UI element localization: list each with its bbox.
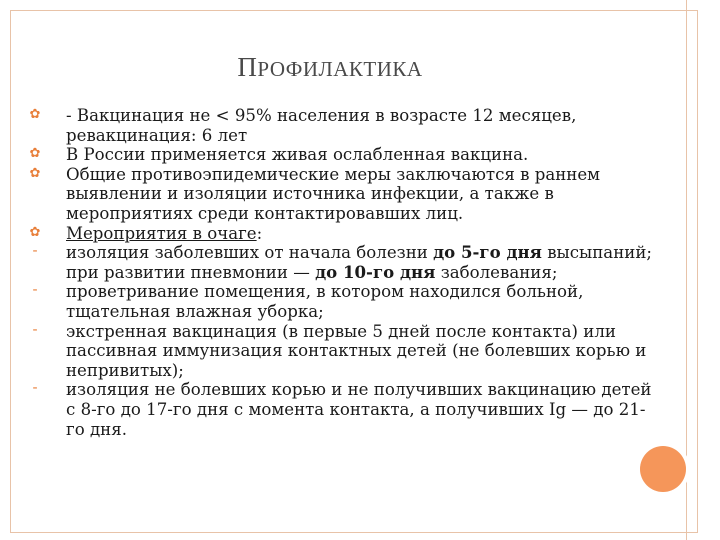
item-text-underlined: Мероприятия в очаге <box>66 223 257 243</box>
list-item <box>28 145 658 165</box>
item-bold-b: до 10-го дня <box>315 261 436 282</box>
slide-title <box>0 52 660 83</box>
item-text: - Вакцинация не < 95% населения в возрасте 12 месяцев, ревакцинация: 6 лет <box>66 106 577 145</box>
item-bold-a: до 5-го дня <box>433 242 542 263</box>
list-item <box>28 106 658 145</box>
dash-bullet-icon: - <box>32 241 38 260</box>
flower-bullet-icon: ✿ <box>29 107 41 122</box>
item-text-b: высыпаний; при развитии пневмонии — <box>66 243 652 282</box>
dash-bullet-icon: - <box>32 280 38 299</box>
decorative-circle <box>640 446 686 492</box>
bullet-list <box>28 106 658 439</box>
list-item <box>28 224 658 244</box>
dash-bullet-icon: - <box>32 378 38 397</box>
item-text: проветривание помещения, в котором находился больной, тщательная влажная уборка; <box>66 282 584 321</box>
list-item <box>28 282 658 321</box>
title-first-letter: П <box>237 52 258 82</box>
flower-bullet-icon: ✿ <box>29 224 41 240</box>
item-text: Общие противоэпидемические меры заключаются в раннем выявлении и изоляции источника инфекции, а также в мероприятиях среди контактировавших лиц. <box>66 164 601 223</box>
item-text: экстренная вакцинация (в первые 5 дней после контакта) или пассивная иммунизация контактных детей (не болевших корью и непривитых); <box>66 321 647 380</box>
list-item <box>28 319 658 381</box>
item-text-suffix: : <box>256 223 263 243</box>
flower-bullet-icon: ✿ <box>29 146 41 162</box>
item-text: В России применяется живая ослабленная вакцина. <box>66 145 529 165</box>
flower-bullet-icon: ✿ <box>29 165 41 181</box>
list-item <box>28 243 658 282</box>
list-item <box>28 380 658 439</box>
list-item <box>28 165 658 224</box>
item-text-a: изоляция заболевших от начала болезни <box>66 243 434 263</box>
item-text: изоляция не болевших корью и не получивших вакцинацию детей с 8-го до 17-го дня с момента контакта, а получивших Ig — до 21-го дня. <box>66 380 652 439</box>
dash-bullet-icon: - <box>32 319 38 338</box>
title-rest: РОФИЛАКТИКА <box>257 57 423 81</box>
item-text-c: заболевания; <box>435 262 558 282</box>
right-border-line <box>686 0 687 540</box>
